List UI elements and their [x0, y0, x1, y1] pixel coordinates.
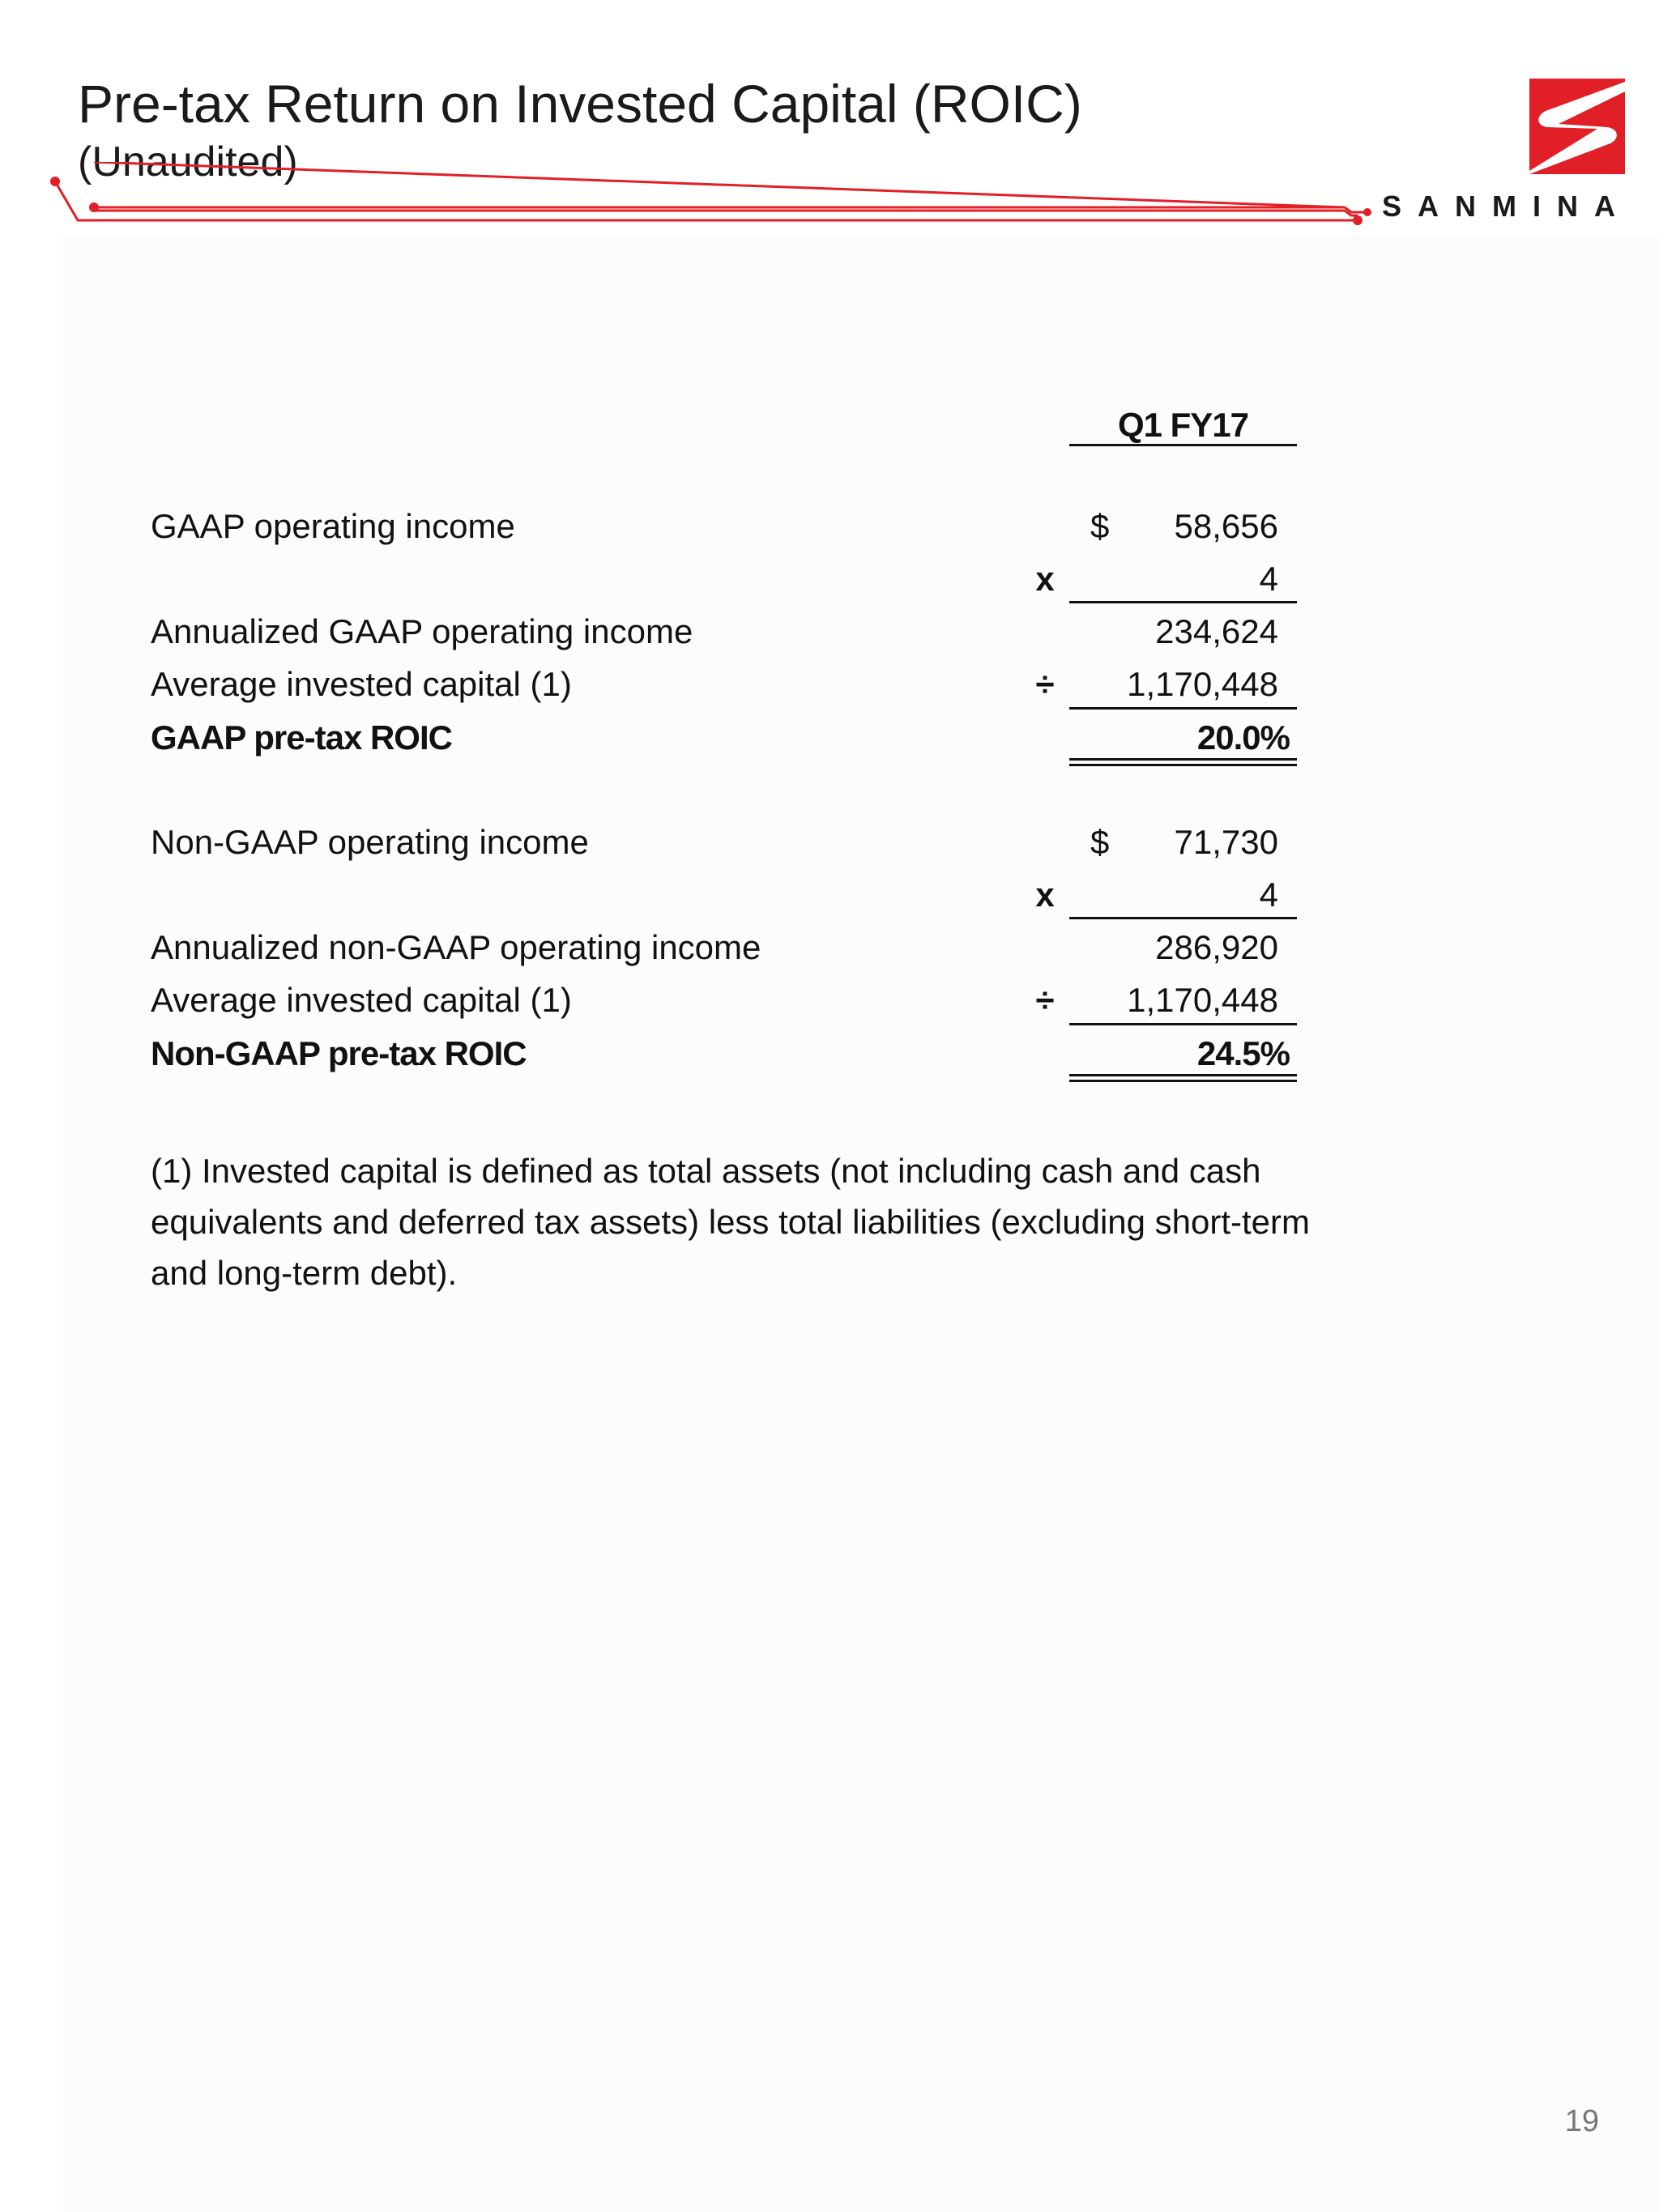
table-row-non-gaap-multiplier [0, 868, 1659, 922]
divide-operator: ÷ [1035, 981, 1055, 1019]
table-row-non-gaap-annualized [0, 921, 1659, 974]
table-row-non-gaap-invested-capital [0, 974, 1659, 1027]
row-label: GAAP operating income [151, 507, 515, 545]
column-header-underline [1069, 444, 1297, 446]
subtotal-underline [1069, 707, 1297, 710]
table-row-non-gaap-roic [0, 1027, 1659, 1080]
row-label: Average invested capital (1) [151, 665, 572, 703]
row-label: Average invested capital (1) [151, 981, 572, 1019]
page-subtitle: (Unaudited) [78, 139, 298, 185]
table-row-gaap-multiplier [0, 552, 1659, 606]
brand-wordmark: SANMINA [1382, 190, 1631, 223]
row-label: Annualized non-GAAP operating income [151, 928, 761, 966]
row-value: 58,656 [1174, 507, 1278, 545]
currency-symbol: $ [1090, 823, 1110, 861]
row-value: 1,170,448 [1127, 981, 1278, 1019]
row-value: 4 [1259, 560, 1278, 598]
row-label: Annualized GAAP operating income [151, 612, 693, 650]
footnote: (1) Invested capital is defined as total assets (not including cash and cash equivalents and deferred tax assets) less total liabilities (excluding short-term and long-term debt). [151, 1152, 1311, 1292]
table-row-gaap-roic [0, 711, 1659, 765]
row-value: 286,920 [1155, 928, 1278, 966]
row-label: GAAP pre-tax ROIC [151, 718, 452, 757]
sanmina-logo-icon [1529, 79, 1625, 174]
row-label: Non-GAAP operating income [151, 823, 589, 861]
table-row-non-gaap-operating-income [0, 816, 1659, 869]
row-value: 71,730 [1174, 823, 1278, 861]
multiply-operator: x [1035, 876, 1055, 914]
table-row-gaap-annualized [0, 605, 1659, 658]
header-rule [0, 162, 1393, 235]
subtotal-underline [1069, 917, 1297, 919]
multiply-operator: x [1035, 560, 1055, 598]
page-title: Pre-tax Return on Invested Capital (ROIC) [78, 74, 1082, 134]
currency-symbol: $ [1090, 507, 1110, 545]
subtotal-underline [1069, 601, 1297, 603]
row-value: 4 [1259, 876, 1278, 914]
total-double-underline [1069, 758, 1297, 766]
page-number: 19 [1564, 2104, 1599, 2138]
row-value: 20.0% [1196, 718, 1290, 757]
table-row-gaap-invested-capital [0, 658, 1659, 711]
divide-operator: ÷ [1035, 665, 1055, 703]
table-row-gaap-operating-income [0, 500, 1659, 553]
row-label: Non-GAAP pre-tax ROIC [151, 1034, 527, 1072]
subtotal-underline [1069, 1023, 1297, 1025]
column-header-q1-fy17: Q1 FY17 [1117, 406, 1249, 444]
row-value: 24.5% [1196, 1034, 1290, 1072]
row-value: 234,624 [1155, 612, 1278, 650]
total-double-underline [1069, 1074, 1297, 1082]
row-value: 1,170,448 [1127, 665, 1278, 703]
